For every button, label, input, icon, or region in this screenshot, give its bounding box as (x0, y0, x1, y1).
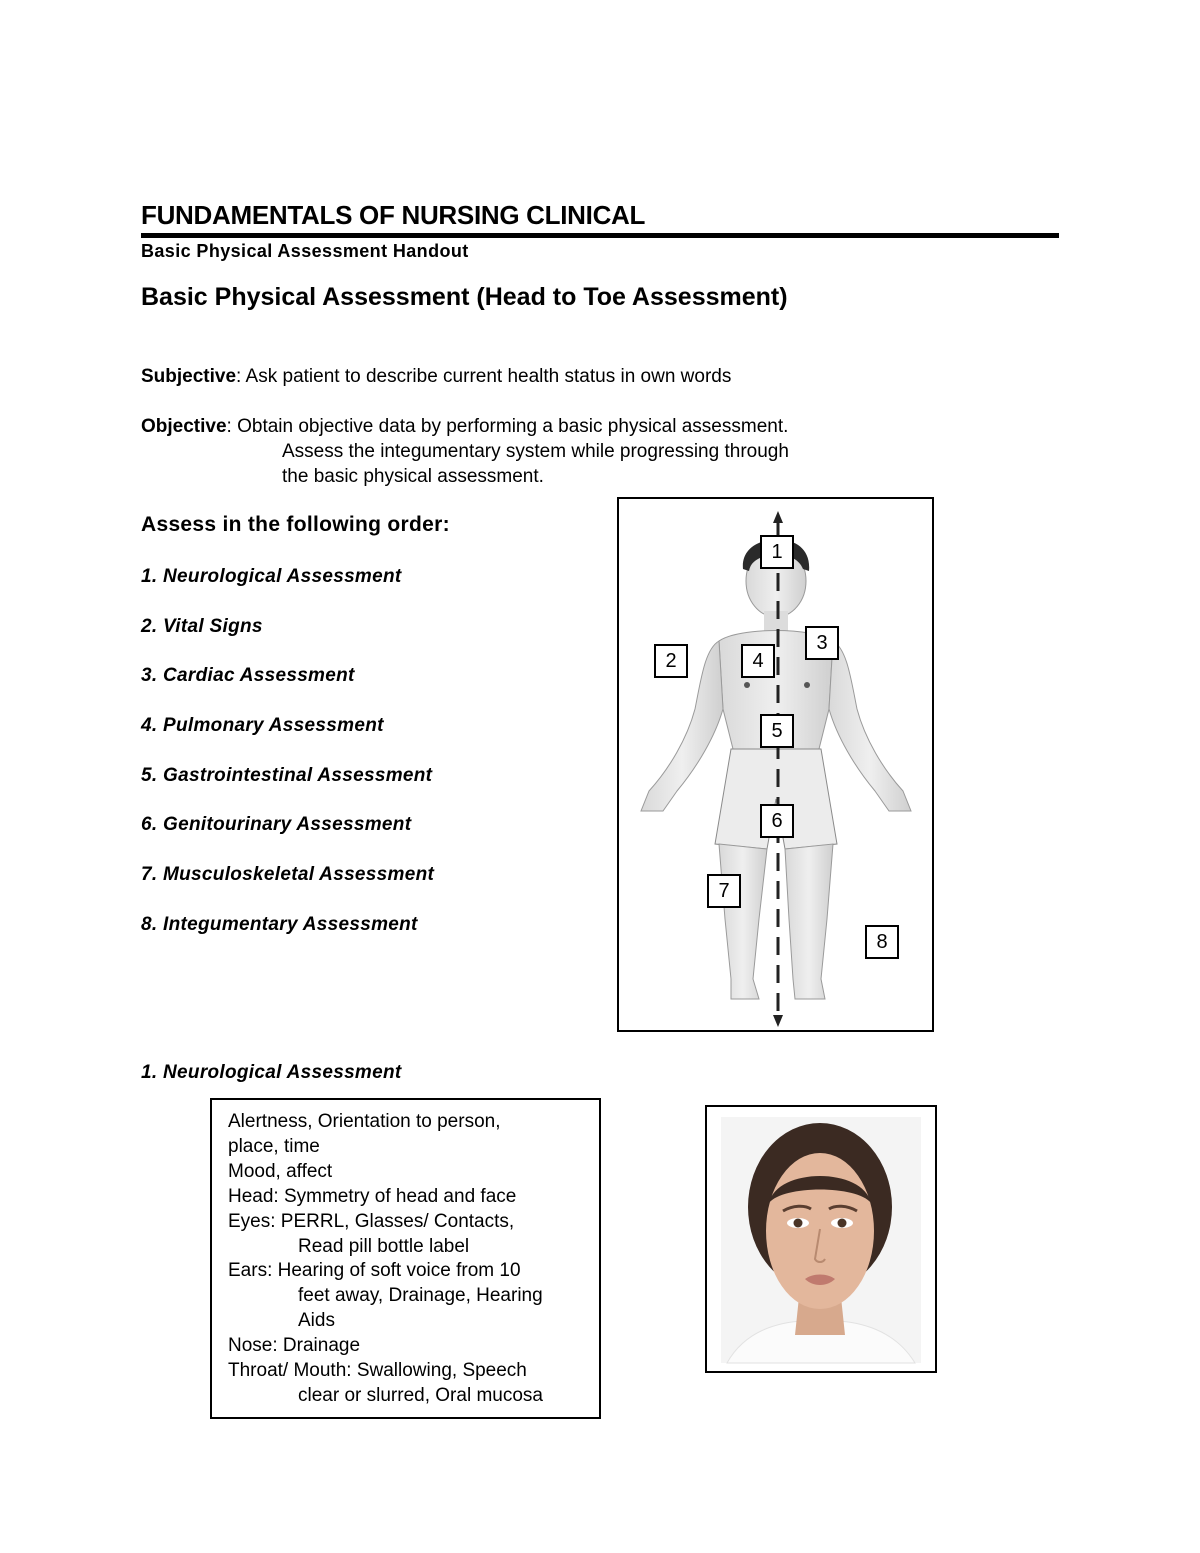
marker-1: 1 (760, 535, 794, 569)
neuro-line: Throat/ Mouth: Swallowing, Speech (228, 1360, 527, 1382)
neuro-heading: 1. Neurological Assessment (141, 1062, 402, 1083)
subjective-paragraph (141, 364, 731, 389)
objective-text: : Obtain objective data by performing a basic physical assessment. (226, 416, 789, 437)
neuro-checklist-box (210, 1098, 601, 1419)
list-item: 2. Vital Signs (141, 615, 263, 637)
neuro-line: place, time (228, 1135, 320, 1157)
marker-4: 4 (741, 644, 775, 678)
neuro-line: Head: Symmetry of head and face (228, 1185, 517, 1207)
neuro-line: Mood, affect (228, 1160, 333, 1182)
list-item: 6. Genitourinary Assessment (141, 814, 412, 836)
objective-label: Objective (141, 416, 227, 437)
marker-5: 5 (760, 714, 794, 748)
face-illustration (707, 1107, 934, 1370)
subjective-label: Subjective (141, 366, 237, 387)
section-title: Basic Physical Assessment (Head to Toe Assessment) (141, 283, 788, 311)
marker-2: 2 (654, 644, 688, 678)
neuro-line: Eyes: PERRL, Glasses/ Contacts, (228, 1210, 515, 1232)
right-arm-shape (829, 641, 911, 811)
neuro-line: Alertness, Orientation to person, (228, 1111, 501, 1132)
list-item: 4. Pulmonary Assessment (141, 715, 384, 737)
marker-7: 7 (707, 874, 741, 908)
list-item: 3. Cardiac Assessment (141, 665, 355, 687)
objective-paragraph (141, 414, 788, 439)
neck-shape (764, 611, 788, 631)
objective-continuation (282, 439, 789, 489)
neuro-line: Nose: Drainage (228, 1335, 361, 1357)
neuro-line: Read pill bottle label (298, 1235, 470, 1257)
body-figure (617, 497, 934, 1032)
title-rule (141, 233, 1059, 238)
left-leg-shape (719, 844, 767, 999)
document-title: FUNDAMENTALS OF NURSING CLINICAL (141, 200, 646, 230)
list-item: 8. Integumentary Assessment (141, 913, 418, 935)
neuro-line: feet away, Drainage, Hearing (298, 1285, 543, 1307)
order-heading: Assess in the following order: (141, 513, 450, 536)
neuro-line: Ears: Hearing of soft voice from 10 (228, 1260, 521, 1282)
list-item: 1. Neurological Assessment (141, 566, 402, 587)
subjective-text: : Ask patient to describe current health status in own words (236, 366, 732, 387)
objective-line: Assess the integumentary system while progressing through (282, 441, 789, 462)
marker-8: 8 (865, 925, 899, 959)
marker-3: 3 (805, 626, 839, 660)
document-subtitle: Basic Physical Assessment Handout (141, 241, 469, 261)
assessment-order-list (141, 564, 434, 962)
marker-6: 6 (760, 804, 794, 838)
list-item: 5. Gastrointestinal Assessment (141, 764, 433, 786)
right-leg-shape (785, 844, 833, 999)
face-photo (705, 1105, 937, 1373)
neuro-line: clear or slurred, Oral mucosa (298, 1384, 543, 1406)
list-item: 7. Musculoskeletal Assessment (141, 864, 435, 886)
neuro-line: Aids (298, 1310, 335, 1332)
objective-line: the basic physical assessment. (282, 466, 544, 487)
